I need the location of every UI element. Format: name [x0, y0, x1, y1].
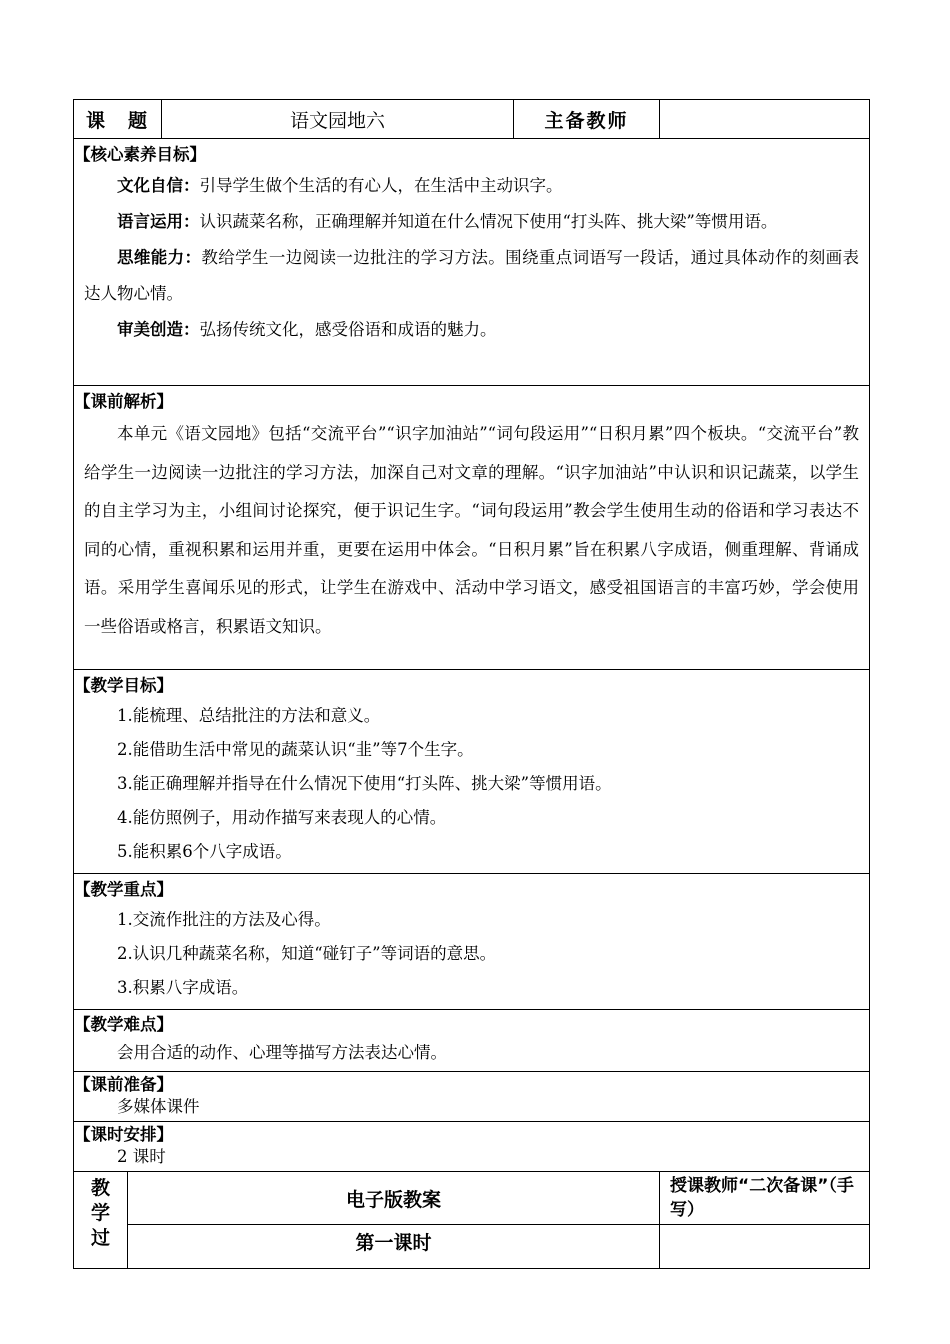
core-item: 文化自信：引导学生做个生活的有心人，在生活中主动识字。 — [117, 176, 563, 195]
second-preparation-title: 授课教师“二次备课”（手写） — [660, 1172, 870, 1225]
preparation-section — [74, 1072, 870, 1122]
analysis-heading: 【课前解析】 — [74, 392, 173, 411]
key-points-section — [74, 874, 870, 1010]
schedule-section — [74, 1122, 870, 1172]
analysis-text: 本单元《语文园地》包括“交流平台”“识字加油站”“词句段运用”“日积月累”四个板块。“交流平台”教给学生一边阅读一边批注的学习方法，加深自己对文章的理解。“识字加油站”中认识和识记蔬菜，以学生的自主学习为主，小组间讨论探究，便于识记生字。“词句段运用”教会学生使用生动的俗语和学习表达不同的心情，重视积累和运用并重，更要在运用中体会。“日积月累”旨在积累八字成语，侧重理解、背诵成语。采用学生喜闻乐见的形式，让学生在游戏中、活动中学习语文，感受祖国语言的丰富巧妙，学会使用一些俗语或格言，积累语文知识。 — [84, 424, 860, 636]
process-lesson-row — [74, 1225, 870, 1269]
goals-section — [74, 670, 870, 874]
lesson-plan-table — [73, 99, 870, 1269]
handwritten-notes-area[interactable] — [660, 1225, 870, 1269]
teacher-value — [660, 100, 870, 139]
preparation-text: 多媒体课件 — [117, 1097, 200, 1116]
header-row — [74, 100, 870, 139]
goal-item: 5.能积累6个八字成语。 — [117, 842, 292, 861]
core-item: 语言运用：认识蔬菜名称，正确理解并知道在什么情况下使用“打头阵、挑大梁”等惯用语。 — [117, 212, 778, 231]
goal-item: 4.能仿照例子，用动作描写来表现人的心情。 — [117, 808, 447, 827]
key-point-item: 1.交流作批注的方法及心得。 — [117, 910, 331, 929]
goal-item: 2.能借助生活中常见的蔬菜认识“韭”等7个生字。 — [117, 740, 474, 759]
core-item: 思维能力：教给学生一边阅读一边批注的学习方法。围绕重点词语写一段话，通过具体动作的刻画表达人物心情。 — [84, 248, 860, 303]
topic-value: 语文园地六 — [162, 100, 514, 139]
teacher-label: 主备教师 — [514, 100, 660, 139]
analysis-section — [74, 386, 870, 670]
lesson-plan — [73, 99, 869, 1269]
lesson-title: 第一课时 — [128, 1225, 660, 1269]
preparation-heading: 【课前准备】 — [74, 1075, 173, 1094]
schedule-text: 2 课时 — [117, 1147, 166, 1166]
topic-label: 课 题 — [74, 100, 162, 139]
core-item: 审美创造：弘扬传统文化，感受俗语和成语的魅力。 — [117, 320, 497, 339]
electronic-plan-title: 电子版教案 — [128, 1172, 660, 1225]
goal-item: 1.能梳理、总结批注的方法和意义。 — [117, 706, 381, 725]
difficulties-text: 会用合适的动作、心理等描写方法表达心情。 — [117, 1043, 447, 1062]
goal-item: 3.能正确理解并指导在什么情况下使用“打头阵、挑大梁”等惯用语。 — [117, 774, 612, 793]
key-point-item: 2.认识几种蔬菜名称，知道“碰钉子”等词语的意思。 — [117, 944, 497, 963]
process-label: 教 学 过 — [74, 1172, 128, 1269]
core-heading: 【核心素养目标】 — [74, 145, 206, 164]
difficulties-heading: 【教学难点】 — [74, 1015, 173, 1034]
key-point-item: 3.积累八字成语。 — [117, 978, 249, 997]
schedule-heading: 【课时安排】 — [74, 1125, 173, 1144]
goals-heading: 【教学目标】 — [74, 676, 173, 695]
process-header-row — [74, 1172, 870, 1225]
difficulties-section — [74, 1010, 870, 1072]
key-points-heading: 【教学重点】 — [74, 880, 173, 899]
core-section — [74, 139, 870, 386]
